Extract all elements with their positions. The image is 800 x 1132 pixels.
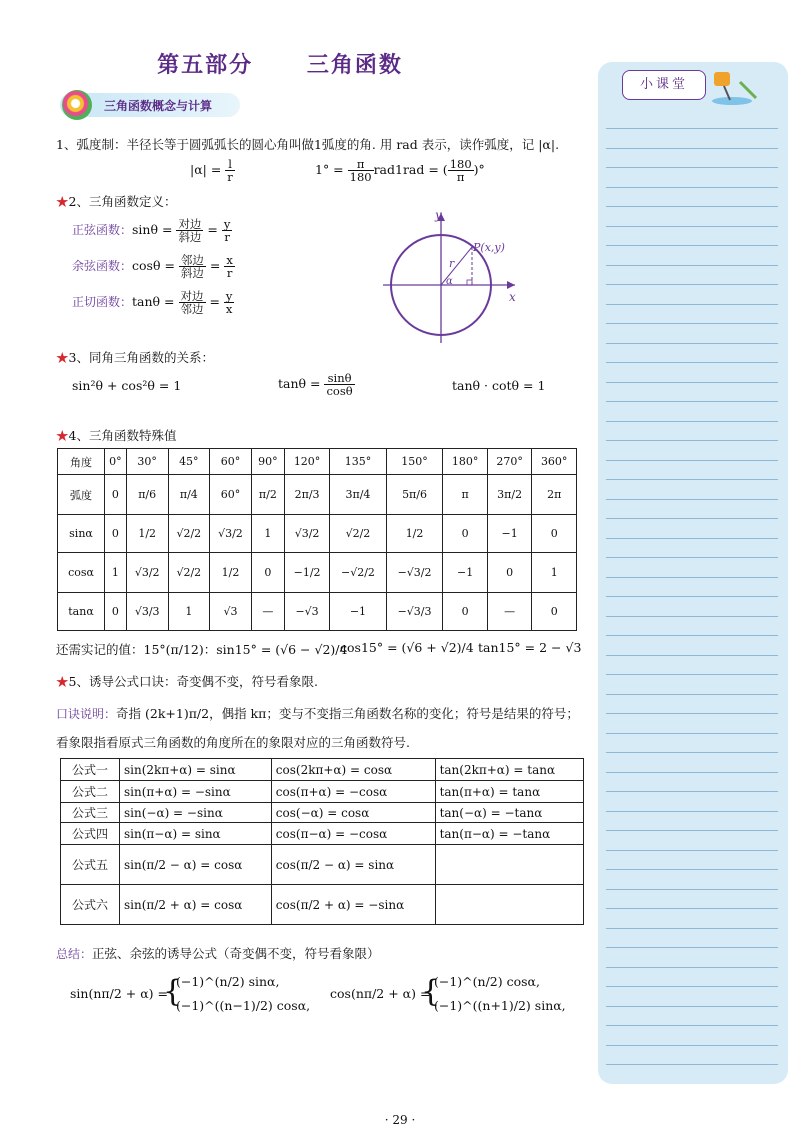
table-cell: √3/2 xyxy=(210,515,252,553)
ruled-line xyxy=(606,518,778,519)
s4-extra2: cos15° = (√6 + √2)/4 xyxy=(340,640,474,655)
row-header-cell: 弧度 xyxy=(58,475,105,515)
formula-cell: cos(−α) = cosα xyxy=(271,803,435,823)
table-row xyxy=(58,515,577,553)
sin-def: 正弦函数：sinθ = $\frac{\text{对边}}{\text{斜边}}$ = $\frac{y}{r}$ xyxy=(72,217,231,245)
x-label: x xyxy=(509,290,516,304)
s4-extra3: tan15° = 2 − √3 xyxy=(478,640,582,655)
s2-heading: ★2、三角函数定义： xyxy=(56,194,177,209)
induction-table xyxy=(60,758,584,925)
table-cell: −√3 xyxy=(284,593,329,631)
table-cell: 5π/6 xyxy=(386,475,443,515)
s4-extra: 还需实记的值：15°(π/12)：sin15° = (√6 − √2)/4 xyxy=(56,642,348,657)
table-row xyxy=(58,449,577,475)
lamp-icon xyxy=(706,66,762,106)
ruled-line xyxy=(606,908,778,909)
table-cell: 3π/2 xyxy=(487,475,532,515)
table-cell: 1 xyxy=(251,515,284,553)
table-cell: 2π/3 xyxy=(284,475,329,515)
unit-circle-diagram xyxy=(375,205,535,345)
star-icon: ★ xyxy=(56,194,69,209)
cos-def: 余弦函数：cosθ = $\frac{\text{邻边}}{\text{斜边}}$ = $\frac{x}{r}$ xyxy=(72,253,233,281)
table-cell: 60° xyxy=(210,449,252,475)
formula-cell: cos(2kπ+α) = cosα xyxy=(271,759,435,781)
s3-heading: ★3、同角三角函数的关系： xyxy=(56,350,214,365)
table-cell: 120° xyxy=(284,449,329,475)
summary-cos-lhs: cos(nπ/2 + α) = xyxy=(330,986,431,1001)
table-cell: — xyxy=(251,593,284,631)
ruled-line xyxy=(606,460,778,461)
table-cell: 60° xyxy=(210,475,252,515)
table-row xyxy=(58,593,577,631)
s1-formula1: |α| = $\frac{l}{r}$ xyxy=(190,157,233,185)
section-logo-icon xyxy=(62,90,92,120)
tan-def: 正切函数：tanθ = $\frac{\text{对边}}{\text{邻边}}$ = $\frac{y}{x}$ xyxy=(72,289,233,317)
summary-cos-c1: (−1)^(n/2) cosα, xyxy=(434,974,540,989)
ruled-line xyxy=(606,167,778,168)
table-cell: 0 xyxy=(105,593,127,631)
table-row xyxy=(58,553,577,593)
x-axis-arrow-icon xyxy=(507,281,515,289)
table-cell: 2π xyxy=(532,475,577,515)
table-cell: π xyxy=(443,475,488,515)
ruled-line xyxy=(606,401,778,402)
row-header-cell: tanα xyxy=(58,593,105,631)
table-cell: 135° xyxy=(330,449,387,475)
table-cell: 3π/4 xyxy=(330,475,387,515)
formula-cell: tan(π+α) = tanα xyxy=(435,781,583,803)
ruled-line xyxy=(606,226,778,227)
ruled-line xyxy=(606,1006,778,1007)
table-cell: 90° xyxy=(251,449,284,475)
table-cell: π/4 xyxy=(168,475,210,515)
s4-heading: ★4、三角函数特殊值 xyxy=(56,428,177,443)
row-header-cell: 角度 xyxy=(58,449,105,475)
special-values-table xyxy=(57,448,577,631)
formula-cell: cos(π/2 − α) = sinα xyxy=(271,845,435,885)
ruled-line xyxy=(606,830,778,831)
ruled-line xyxy=(606,148,778,149)
table-cell: √2/2 xyxy=(168,553,210,593)
notes-sidebar xyxy=(598,62,788,1084)
table-cell: −√3/2 xyxy=(386,553,443,593)
table-row xyxy=(61,759,584,781)
row-header-cell: sinα xyxy=(58,515,105,553)
ruled-line xyxy=(606,479,778,480)
summary-line: 总结：正弦、余弦的诱导公式（奇变偶不变，符号看象限） xyxy=(56,946,380,961)
ruled-line xyxy=(606,674,778,675)
ruled-line xyxy=(606,557,778,558)
table-cell: √3/2 xyxy=(126,553,168,593)
ruled-line xyxy=(606,187,778,188)
formula-cell: tan(2kπ+α) = tanα xyxy=(435,759,583,781)
summary-sin-c2: (−1)^((n−1)/2) cosα, xyxy=(176,998,311,1013)
table-cell: 0 xyxy=(443,593,488,631)
ruled-line xyxy=(606,382,778,383)
brace-icon: { xyxy=(163,974,183,1009)
formula-cell: sin(π/2 + α) = cosα xyxy=(120,885,272,925)
s1-text: 1、弧度制：半径长等于圆弧弧长的圆心角叫做1弧度的角. 用 rad 表示，读作弧度，记 |α|. xyxy=(56,137,560,152)
s3-f3: tanθ · cotθ = 1 xyxy=(452,378,546,393)
formula-cell xyxy=(435,845,583,885)
table-cell: 1/2 xyxy=(210,553,252,593)
table-cell: 0 xyxy=(105,475,127,515)
table-cell: √2/2 xyxy=(168,515,210,553)
ruled-line xyxy=(606,421,778,422)
ruled-line xyxy=(606,772,778,773)
ruled-line xyxy=(606,947,778,948)
ruled-line xyxy=(606,694,778,695)
page-title xyxy=(0,48,560,79)
ruled-line xyxy=(606,245,778,246)
table-cell: −1 xyxy=(330,593,387,631)
summary-cos-c2: (−1)^((n+1)/2) sinα, xyxy=(434,998,566,1013)
table-cell: 180° xyxy=(443,449,488,475)
formula-name-cell: 公式四 xyxy=(61,823,120,845)
brace-icon: { xyxy=(421,974,441,1009)
table-row xyxy=(61,845,584,885)
table-cell: √3 xyxy=(210,593,252,631)
table-cell: 30° xyxy=(126,449,168,475)
formula-name-cell: 公式五 xyxy=(61,845,120,885)
ruled-line xyxy=(606,986,778,987)
formula-cell: cos(π+α) = −cosα xyxy=(271,781,435,803)
ruled-line xyxy=(606,1025,778,1026)
ruled-line xyxy=(606,206,778,207)
ruled-line xyxy=(606,616,778,617)
table-cell: −1 xyxy=(443,553,488,593)
table-cell: 0 xyxy=(443,515,488,553)
topic-label: 三角函数 xyxy=(306,53,403,78)
table-cell: √3/2 xyxy=(284,515,329,553)
table-cell: 0 xyxy=(105,515,127,553)
page-number: · 29 · xyxy=(384,1113,416,1127)
y-label: y xyxy=(435,208,442,222)
ruled-line xyxy=(606,635,778,636)
ruled-line xyxy=(606,1045,778,1046)
table-cell: 0 xyxy=(532,515,577,553)
formula-cell: sin(−α) = −sinα xyxy=(120,803,272,823)
s5-note2: 看象限指看原式三角函数的角度所在的象限对应的三角函数符号. xyxy=(56,735,410,750)
formula-name-cell: 公式一 xyxy=(61,759,120,781)
row-header-cell: cosα xyxy=(58,553,105,593)
right-angle-mark xyxy=(467,280,472,285)
table-cell: — xyxy=(487,593,532,631)
table-row xyxy=(61,885,584,925)
formula-cell: cos(π−α) = −cosα xyxy=(271,823,435,845)
r-label: r xyxy=(449,257,455,270)
table-row xyxy=(61,781,584,803)
table-cell: −√2/2 xyxy=(330,553,387,593)
ruled-line xyxy=(606,596,778,597)
formula-cell: cos(π/2 + α) = −sinα xyxy=(271,885,435,925)
table-cell: −1/2 xyxy=(284,553,329,593)
ruled-line xyxy=(606,538,778,539)
s3-f2: tanθ = $\frac{\sin\theta}{\cos\theta}$ xyxy=(278,371,353,399)
summary-sin-lhs: sin(nπ/2 + α) = xyxy=(70,986,168,1001)
ruled-line xyxy=(606,850,778,851)
table-row xyxy=(58,475,577,515)
ruled-line xyxy=(606,733,778,734)
ruled-line xyxy=(606,967,778,968)
s5-note1: 口诀说明：奇指 (2k+1)π/2，偶指 kπ；变与不变指三角函数名称的变化；符号是结果的符号； xyxy=(56,706,579,721)
section-title: 三角函数概念与计算 xyxy=(104,99,213,113)
table-cell: 270° xyxy=(487,449,532,475)
ruled-line xyxy=(606,791,778,792)
table-cell: −1 xyxy=(487,515,532,553)
table-cell: 1/2 xyxy=(386,515,443,553)
part-label: 第五部分 xyxy=(157,53,254,78)
table-cell: 0 xyxy=(251,553,284,593)
formula-cell: tan(−α) = −tanα xyxy=(435,803,583,823)
table-cell: 1/2 xyxy=(126,515,168,553)
ruled-line xyxy=(606,577,778,578)
formula-cell: sin(π−α) = sinα xyxy=(120,823,272,845)
summary-sin-c1: (−1)^(n/2) sinα, xyxy=(176,974,280,989)
ruled-line xyxy=(606,889,778,890)
table-cell: 0 xyxy=(532,593,577,631)
table-cell: √3/3 xyxy=(126,593,168,631)
table-cell: √2/2 xyxy=(330,515,387,553)
table-cell: 1 xyxy=(105,553,127,593)
table-cell: 360° xyxy=(532,449,577,475)
table-cell: −√3/3 xyxy=(386,593,443,631)
formula-cell xyxy=(435,885,583,925)
s5-heading: ★5、诱导公式口诀：奇变偶不变，符号看象限. xyxy=(56,674,318,689)
s3-f1: sin²θ + cos²θ = 1 xyxy=(72,378,182,393)
star-icon: ★ xyxy=(56,350,69,365)
ruled-line xyxy=(606,440,778,441)
table-cell: 0 xyxy=(487,553,532,593)
table-cell: 150° xyxy=(386,449,443,475)
table-cell: π/2 xyxy=(251,475,284,515)
ruled-line xyxy=(606,343,778,344)
ruled-line xyxy=(606,499,778,500)
table-row xyxy=(61,823,584,845)
ruled-line xyxy=(606,928,778,929)
p-label: P(x,y) xyxy=(473,241,505,254)
ruled-line xyxy=(606,128,778,129)
ruled-line xyxy=(606,284,778,285)
s1-formula2: 1° = $\frac{\pi}{180}$ rad1rad = ( $\frac{180}{\pi}$ )° xyxy=(315,157,485,185)
ruled-line xyxy=(606,362,778,363)
table-cell: 1 xyxy=(168,593,210,631)
alpha-label: α xyxy=(446,276,453,287)
star-icon: ★ xyxy=(56,428,69,443)
ruled-line xyxy=(606,323,778,324)
ruled-line xyxy=(606,265,778,266)
ruled-line xyxy=(606,811,778,812)
ruled-line xyxy=(606,713,778,714)
formula-name-cell: 公式二 xyxy=(61,781,120,803)
ruled-line xyxy=(606,752,778,753)
formula-cell: sin(π+α) = −sinα xyxy=(120,781,272,803)
ruled-line xyxy=(606,304,778,305)
table-cell: 1 xyxy=(532,553,577,593)
formula-name-cell: 公式三 xyxy=(61,803,120,823)
ruled-line xyxy=(606,655,778,656)
table-cell: 45° xyxy=(168,449,210,475)
formula-cell: sin(π/2 − α) = cosα xyxy=(120,845,272,885)
table-cell: π/6 xyxy=(126,475,168,515)
formula-name-cell: 公式六 xyxy=(61,885,120,925)
ruled-line xyxy=(606,1064,778,1065)
star-icon: ★ xyxy=(56,674,69,689)
formula-cell: sin(2kπ+α) = sinα xyxy=(120,759,272,781)
sidebar-label: 小课堂 xyxy=(622,70,706,100)
formula-cell: tan(π−α) = −tanα xyxy=(435,823,583,845)
table-cell: 0° xyxy=(105,449,127,475)
table-row xyxy=(61,803,584,823)
ruled-line xyxy=(606,869,778,870)
